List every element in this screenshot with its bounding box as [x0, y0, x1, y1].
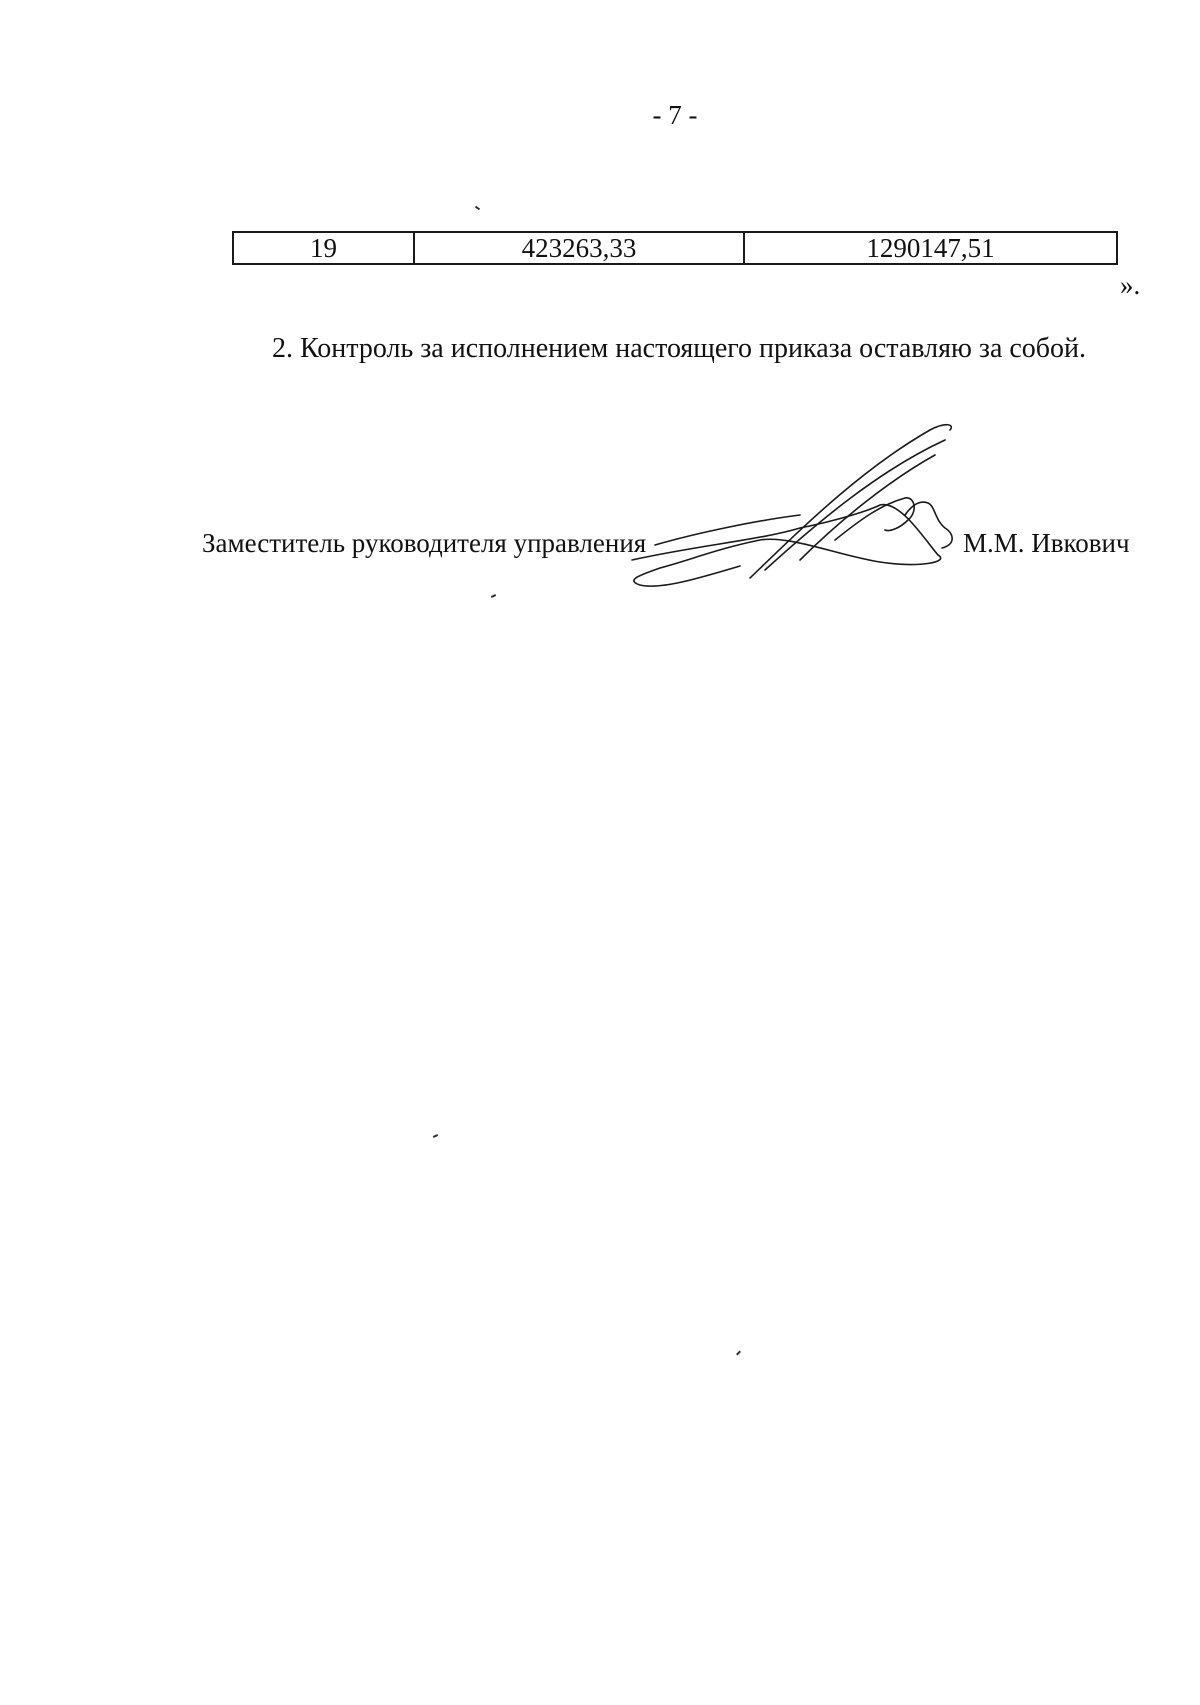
closing-quote: ». [1120, 270, 1141, 300]
page-number: - 7 - [652, 100, 698, 130]
scan-speck [736, 1351, 741, 1356]
table-cell-value-1: 423263,33 [414, 232, 744, 264]
table-cell-number: 19 [233, 232, 414, 264]
scan-speck [491, 594, 496, 598]
table-row [233, 232, 1117, 264]
scan-speck [433, 1134, 438, 1138]
table-cell-value-2: 1290147,51 [744, 232, 1117, 264]
signer-name: М.М. Ивкович [963, 528, 1130, 558]
signer-title: Заместитель руководителя управления [202, 528, 647, 558]
control-paragraph: 2. Контроль за исполнением настоящего приказа оставляю за собой. [272, 333, 1087, 364]
data-table [232, 231, 1118, 265]
scan-speck [475, 206, 480, 211]
